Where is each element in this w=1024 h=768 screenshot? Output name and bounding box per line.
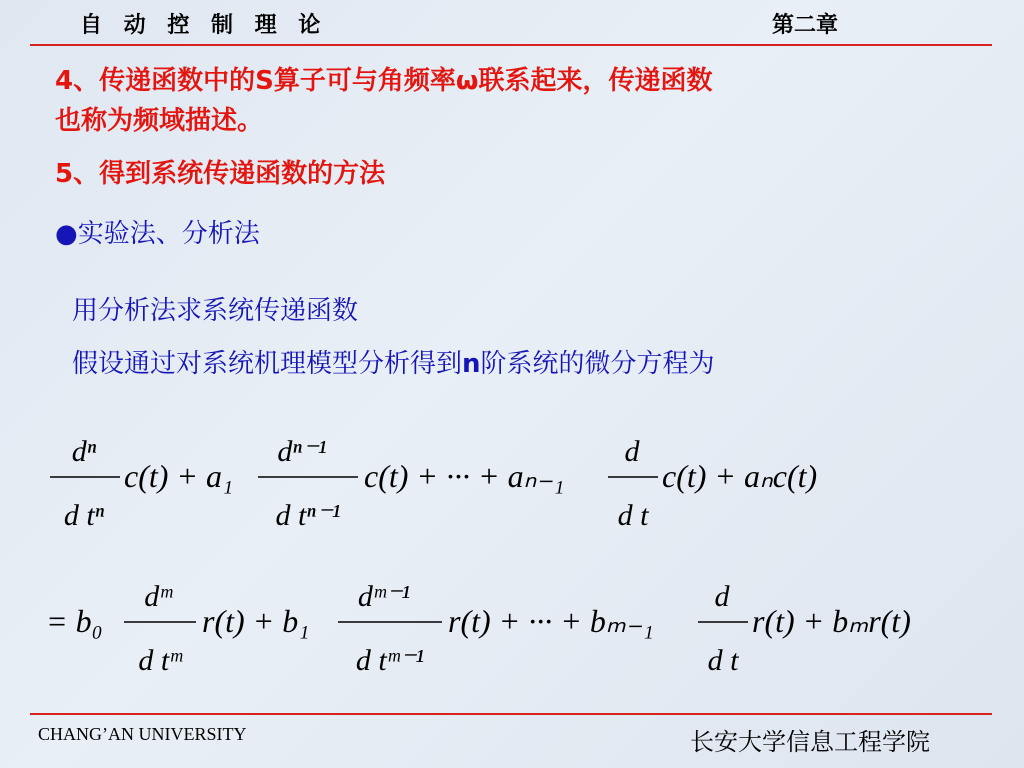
lhs-frac-1-numerator: dⁿ — [71, 435, 97, 468]
equation-lhs — [40, 415, 984, 545]
lhs-term-1: c(t) + a₁ — [124, 458, 234, 494]
s-operator: S — [255, 66, 274, 96]
point-5-heading — [55, 153, 385, 190]
equation-rhs — [40, 560, 984, 690]
lhs-frac-2-numerator: dⁿ⁻¹ — [277, 435, 327, 468]
rhs-frac-3-numerator: d — [714, 580, 730, 613]
bullet-methods — [55, 213, 260, 250]
methods-text: 实验法、分析法 — [77, 219, 260, 249]
point-4-text-c: 联系起来，传递函数 — [478, 66, 713, 96]
lhs-frac-3 — [608, 435, 658, 532]
lhs-term-3: c(t) + aₙc(t) — [662, 458, 818, 494]
lhs-frac-1 — [50, 435, 120, 532]
rhs-frac-1-numerator: dᵐ — [144, 580, 172, 613]
point-5-text: 、得到系统传递函数的方法 — [73, 159, 386, 189]
point-4-line-1 — [55, 60, 712, 97]
rhs-frac-3 — [698, 580, 748, 677]
rhs-frac-1-denominator: d tᵐ — [138, 644, 182, 677]
footer-divider — [30, 713, 992, 715]
lhs-frac-2-denominator: d tⁿ⁻¹ — [275, 499, 341, 532]
order-n: n — [462, 349, 481, 379]
school-name: 长安大学信息工程学院 — [690, 728, 930, 756]
course-title: 自 动 控 制 理 论 — [80, 13, 328, 38]
rhs-lead: = b₀ — [46, 603, 103, 639]
lhs-frac-3-denominator: d t — [617, 499, 649, 532]
chapter-label: 第二章 — [772, 13, 839, 38]
rhs-term-2: r(t) + ··· + bₘ₋₁ — [448, 603, 654, 639]
lhs-term-2: c(t) + ··· + aₙ₋₁ — [364, 458, 565, 494]
omega-symbol: ω — [455, 66, 479, 96]
point-5-number: 5 — [55, 159, 74, 189]
bullet-dot-icon: ● — [55, 219, 78, 249]
lhs-frac-1-denominator: d tⁿ — [63, 499, 105, 532]
point-4-number: 4 — [55, 66, 74, 96]
rhs-term-1: r(t) + b₁ — [202, 603, 310, 639]
rhs-term-3: r(t) + bₘr(t) — [752, 603, 911, 639]
rhs-frac-2-numerator: dᵐ⁻¹ — [357, 580, 411, 613]
assumption-line — [72, 343, 715, 380]
university-name: CHANG’AN UNIVERSITY — [38, 724, 247, 744]
rhs-frac-2-denominator: d tᵐ⁻¹ — [355, 644, 425, 677]
assumption-text-a: 假设通过对系统机理模型分析得到 — [72, 349, 463, 379]
point-4-line-2: 也称为频域描述。 — [55, 106, 264, 136]
lhs-frac-3-numerator: d — [624, 435, 640, 468]
analysis-heading: 用分析法求系统传递函数 — [72, 296, 359, 326]
rhs-frac-1 — [124, 580, 196, 677]
lhs-frac-2 — [258, 435, 358, 532]
assumption-text-b: 阶系统的微分方程为 — [480, 349, 715, 379]
rhs-frac-2 — [338, 580, 442, 677]
point-4-text-a: 、传递函数中的 — [73, 66, 256, 96]
point-4-text-b: 算子可与角频率 — [273, 66, 456, 96]
rhs-frac-3-denominator: d t — [707, 644, 739, 677]
